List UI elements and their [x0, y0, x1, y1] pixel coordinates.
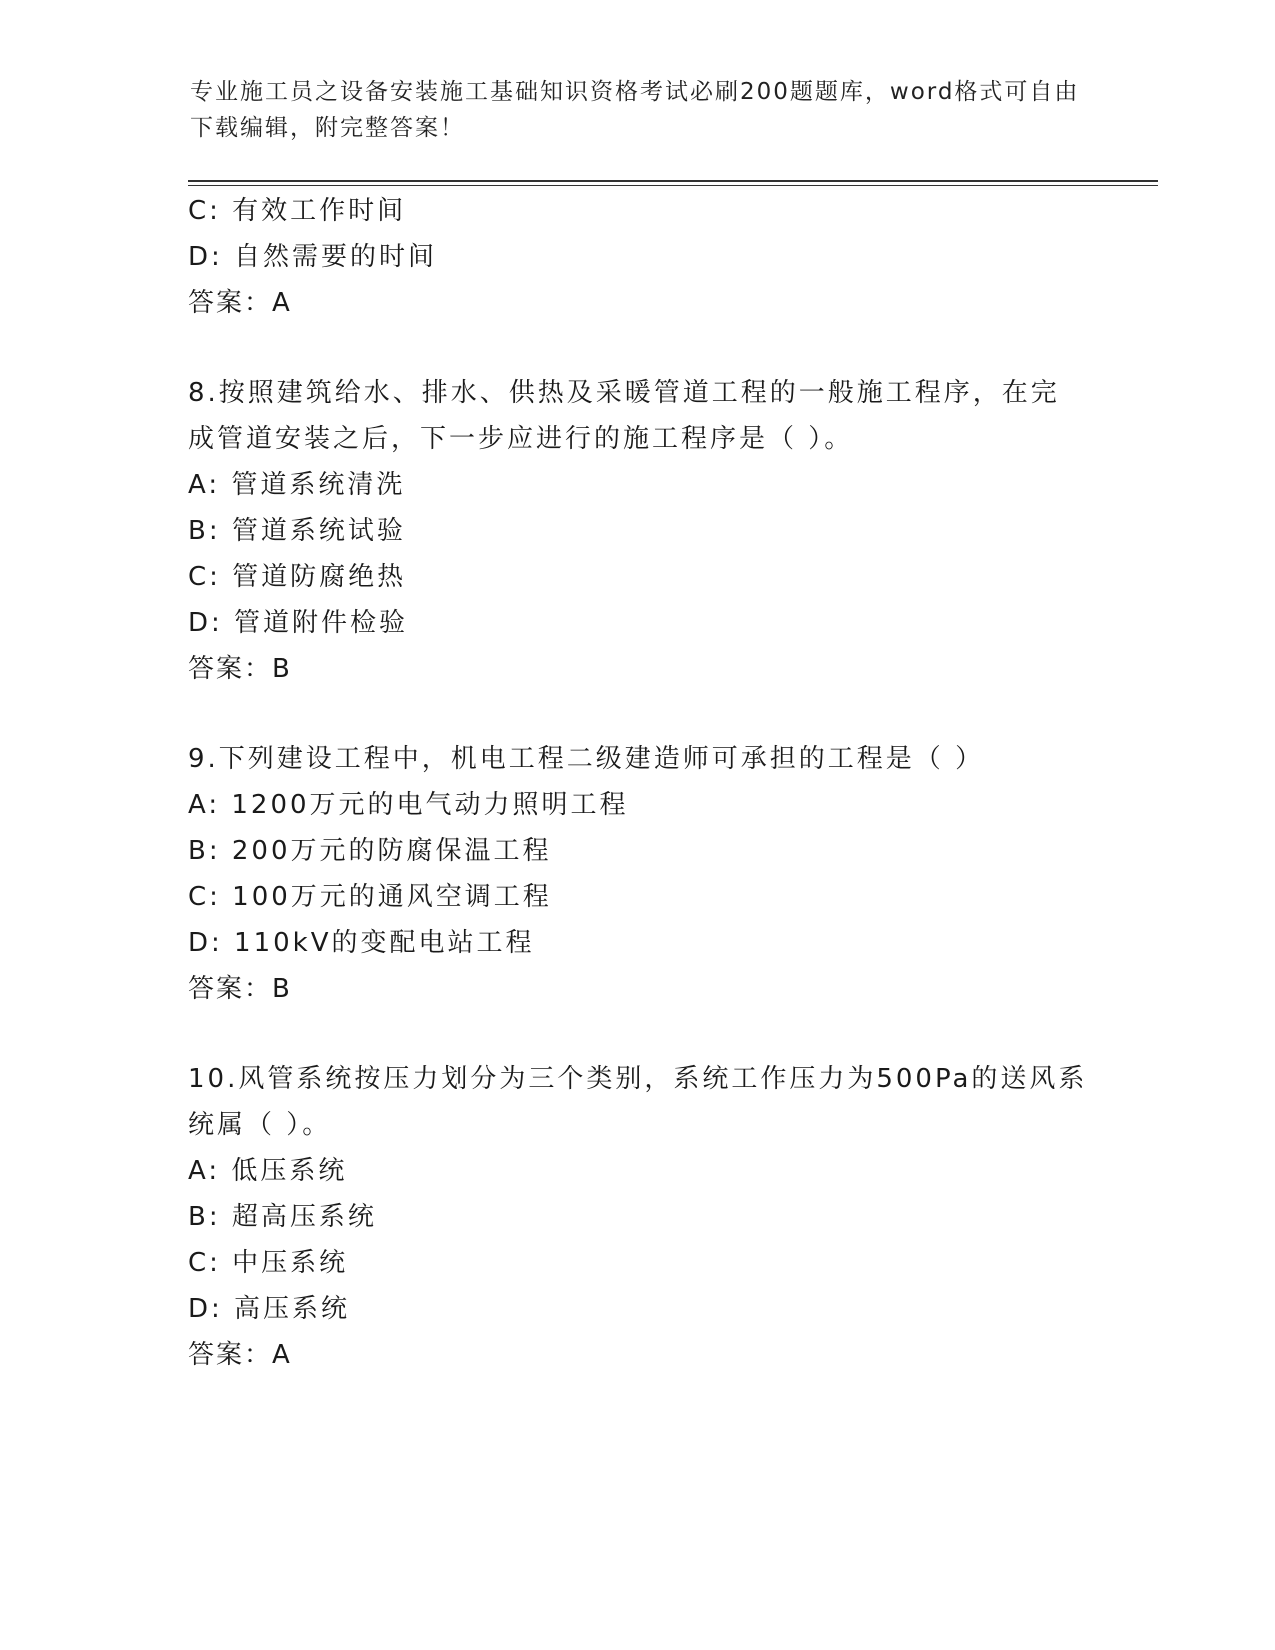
header-line-1: 专业施工员之设备安装施工基础知识资格考试必刷200题题库，word格式可自由 — [190, 79, 1080, 105]
continued-question — [188, 188, 1108, 326]
option-a: A: 低压系统 — [188, 1156, 348, 1186]
question-stem: 8.按照建筑给水、排水、供热及采暖管道工程的一般施工程序，在完 — [188, 378, 1060, 408]
option-b: B: 超高压系统 — [188, 1202, 377, 1232]
question-stem: 9.下列建设工程中，机电工程二级建造师可承担的工程是（ ） — [188, 744, 985, 774]
option-d: D: 管道附件检验 — [188, 608, 409, 638]
option-c: C: 有效工作时间 — [188, 196, 407, 226]
question-9 — [188, 736, 1108, 1012]
option-b: B: 200万元的防腐保温工程 — [188, 836, 552, 866]
option-d: D: 110kV的变配电站工程 — [188, 928, 535, 958]
question-8 — [188, 370, 1108, 692]
option-b: B: 管道系统试验 — [188, 516, 406, 546]
header-line-2: 下载编辑，附完整答案！ — [190, 115, 465, 141]
question-stem: 成管道安装之后，下一步应进行的施工程序是（ ）。 — [188, 424, 854, 454]
question-10 — [188, 1056, 1108, 1378]
answer-line: 答案：B — [188, 974, 292, 1004]
spacer — [188, 692, 1108, 736]
option-d: D: 高压系统 — [188, 1294, 351, 1324]
option-c: C: 管道防腐绝热 — [188, 562, 407, 592]
question-stem: 10.风管系统按压力划分为三个类别，系统工作压力为500Pa的送风系 — [188, 1064, 1088, 1094]
header-divider-thick — [188, 180, 1158, 182]
answer-line: 答案：A — [188, 288, 292, 318]
header-divider-thin — [188, 185, 1158, 186]
option-a: A: 1200万元的电气动力照明工程 — [188, 790, 629, 820]
option-c: C: 100万元的通风空调工程 — [188, 882, 552, 912]
answer-line: 答案：B — [188, 654, 292, 684]
option-a: A: 管道系统清洗 — [188, 470, 406, 500]
spacer — [188, 326, 1108, 370]
option-c: C: 中压系统 — [188, 1248, 349, 1278]
option-d: D: 自然需要的时间 — [188, 242, 438, 272]
document-header — [190, 74, 1090, 146]
question-list — [188, 188, 1108, 1378]
question-stem: 统属（ ）。 — [188, 1110, 332, 1140]
answer-line: 答案：A — [188, 1340, 292, 1370]
spacer — [188, 1012, 1108, 1056]
